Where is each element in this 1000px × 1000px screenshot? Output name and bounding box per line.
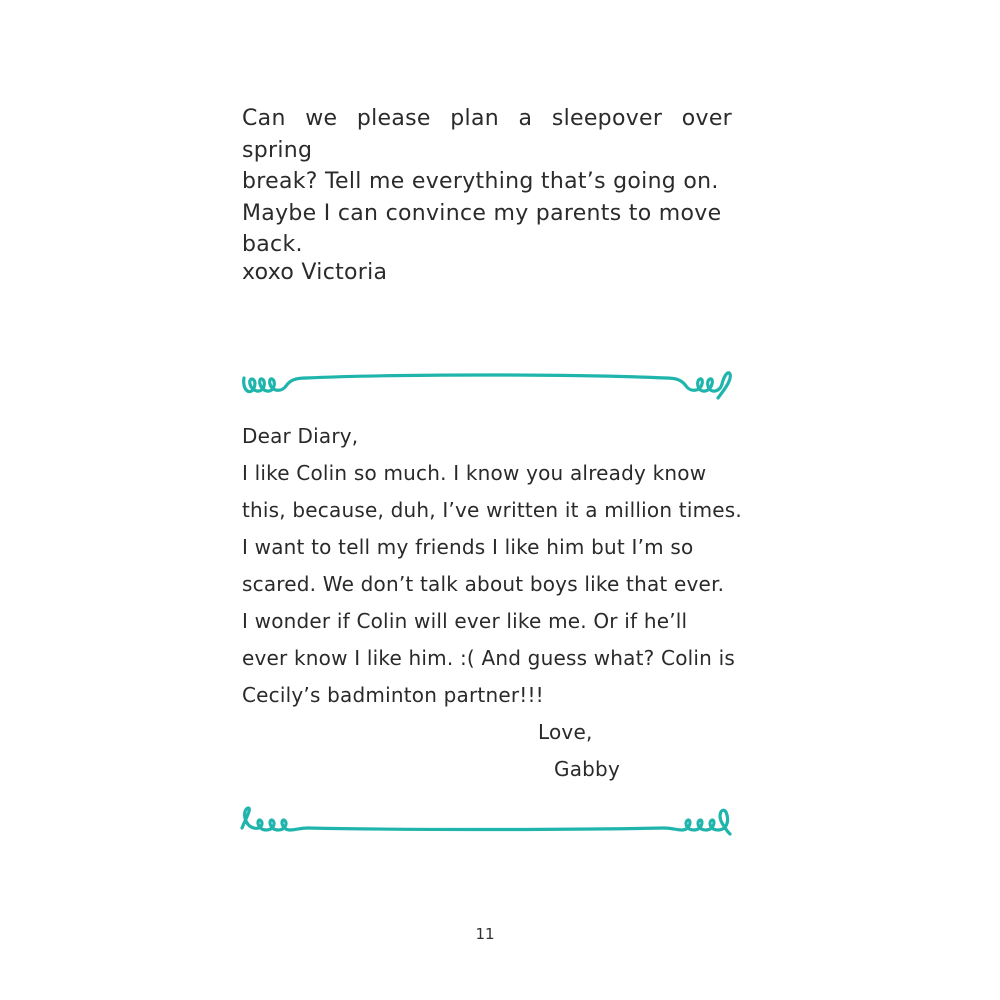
diary-line: this, because, duh, I’ve written it a million times. (242, 498, 742, 522)
diary-line: ever know I like him. :( And guess what? Colin is (242, 646, 735, 670)
letter-line: break? Tell me everything that’s going on. (242, 169, 719, 194)
letter-line: Maybe I can convince my parents to move (242, 200, 722, 226)
diary-line: I wonder if Colin will ever like me. Or if he’ll (242, 609, 688, 633)
diary-greeting: Dear Diary, (242, 424, 359, 448)
diary-line: I want to tell my friends I like him but I’m so (242, 535, 694, 559)
diary-line: Cecily’s badminton partner!!! (242, 683, 544, 707)
page-number: 11 (475, 925, 495, 943)
diary-entry (242, 418, 742, 788)
top-curly-border (236, 360, 736, 404)
diary-signature: Gabby (554, 757, 620, 781)
letter-signoff: xoxo Victoria (242, 260, 388, 285)
letter-line: back. (242, 232, 303, 257)
letter-body (242, 103, 732, 261)
letter-line: Can we please plan a sleepover over spring (242, 106, 732, 163)
diary-closing: Love, (538, 720, 593, 744)
diary-line: scared. We don’t talk about boys like that ever. (242, 572, 725, 596)
diary-line: I like Colin so much. I know you already know (242, 461, 707, 485)
bottom-curly-border (236, 800, 736, 844)
